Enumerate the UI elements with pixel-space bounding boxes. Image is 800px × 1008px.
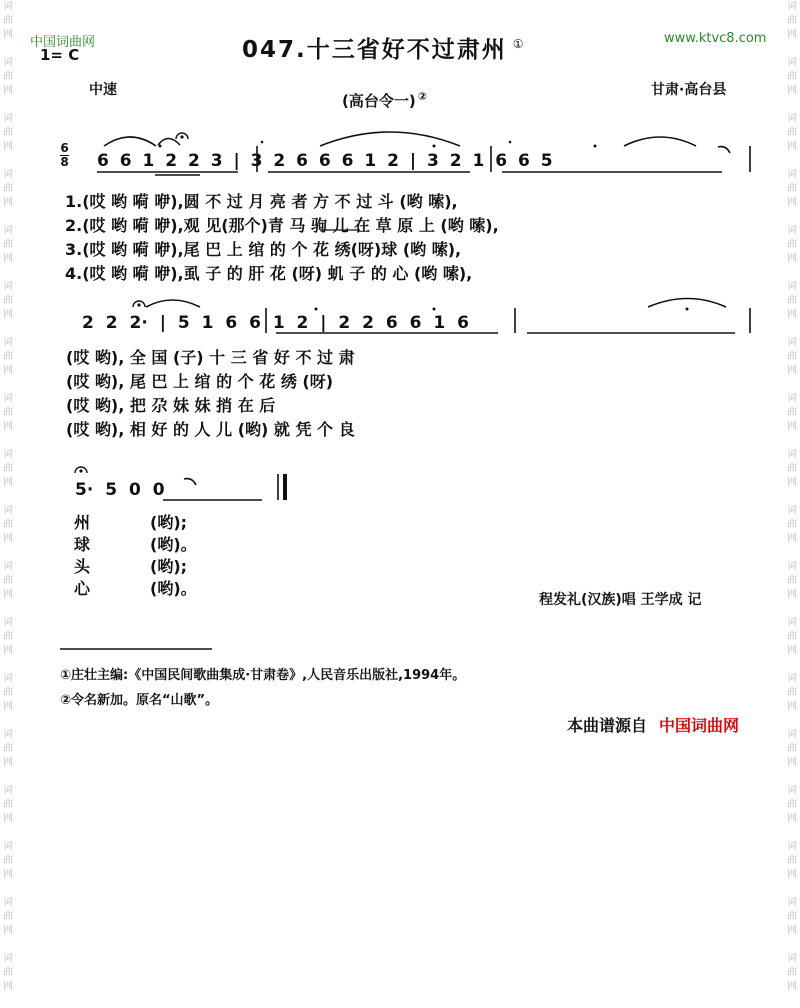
side-watermark-char: 词 [787,1,797,12]
side-watermark-char: 网 [787,29,797,40]
side-watermark-char: 网 [3,197,13,208]
side-watermark-gap [785,826,799,840]
side-watermark-char: 词 [3,337,13,348]
side-watermark-char: 网 [787,365,797,376]
side-watermark-char: 词 [787,953,797,964]
side-watermark-char: 词 [3,953,13,964]
lyric-line-2-3: (哎 哟), 把 尕 妹 妹 捎 在 后 [66,396,276,415]
side-watermark-char: 词 [787,57,797,68]
side-watermark-char: 网 [787,701,797,712]
side-watermark-char: 曲 [3,71,13,82]
side-watermark-char: 网 [3,701,13,712]
side-watermark-char: 曲 [787,183,797,194]
lyric-line-1-4: 4.(哎 哟 嗬 咿),虱 子 的 肝 花 (呀) 虮 子 的 心 (哟 嗦), [65,264,473,283]
side-watermark-char: 网 [3,309,13,320]
time-signature-top: 6 [60,141,69,155]
side-watermark-char: 曲 [3,855,13,866]
side-watermark-char: 曲 [787,743,797,754]
side-watermark-char: 词 [3,729,13,740]
side-watermark-gap [1,882,15,896]
side-watermark-char: 网 [787,533,797,544]
side-watermark-char: 网 [787,477,797,488]
watermark-site-name: 中国词曲网 [30,35,96,50]
side-watermark-gap [785,938,799,952]
song-title-text: 047.十三省好不过肃州 [242,37,507,63]
side-watermark-char: 曲 [3,519,13,530]
key-signature: 1= C [40,46,80,64]
slur [104,137,156,146]
side-watermark-char: 网 [3,141,13,152]
side-watermark-char: 曲 [787,575,797,586]
lyric-line-2-1: (哎 哟), 全 国 (子) 十 三 省 好 不 过 肃 [66,348,355,367]
octave-dot [686,308,689,311]
notation-line-1: 6 6 1 2 2 3 | 3 2 6 6 6 1 2 | 3 2 1 6 6 5 [97,151,553,171]
time-signature-bottom: 8 [60,155,69,169]
side-watermark-char: 词 [787,281,797,292]
side-watermark-char: 网 [787,85,797,96]
side-watermark-char: 曲 [3,575,13,586]
fermata-dot [137,303,140,306]
side-watermark-char: 网 [3,365,13,376]
side-watermark-char: 词 [3,897,13,908]
side-watermark-char: 网 [3,421,13,432]
side-watermark-char: 曲 [3,463,13,474]
side-watermark-char: 词 [3,673,13,684]
side-watermark-char: 网 [787,589,797,600]
side-watermark-char: 网 [3,29,13,40]
side-watermark-char: 网 [787,645,797,656]
side-watermark-char: 词 [3,113,13,124]
side-watermark-char: 网 [787,869,797,880]
watermark-site-url: www.ktvc8.com [664,31,767,46]
side-watermark-char: 词 [3,617,13,628]
lyric-line-1-1: 1.(哎 哟 嗬 咿),圆 不 过 月 亮 者 方 不 过 斗 (哟 嗦), [65,192,458,211]
slur [648,299,726,308]
side-watermark-char: 网 [3,813,13,824]
side-watermark-char: 曲 [3,127,13,138]
side-watermark-char: 曲 [787,351,797,362]
octave-dot [159,145,162,148]
side-watermark-char: 词 [787,449,797,460]
tempo-marking: 中速 [89,82,117,98]
side-watermark-char: 词 [787,113,797,124]
side-watermark-char: 曲 [3,743,13,754]
slide-mark [718,147,730,153]
side-watermark-char: 词 [3,505,13,516]
side-watermark-char: 曲 [3,911,13,922]
side-watermark-char: 词 [3,225,13,236]
fermata-dot [79,469,82,472]
side-watermark-char: 曲 [787,519,797,530]
side-watermark-char: 网 [3,477,13,488]
side-watermark-char: 曲 [787,911,797,922]
side-watermark-char: 词 [787,785,797,796]
slur [624,137,696,146]
grace-dot [509,141,512,144]
side-watermark-char: 曲 [3,407,13,418]
side-watermark-char: 曲 [3,351,13,362]
side-watermark-char: 词 [3,785,13,796]
side-watermark-char: 曲 [787,687,797,698]
side-watermark-char: 曲 [787,71,797,82]
footnote-2: ②令名新加。原名“山歌”。 [60,693,219,708]
source-site-name: 中国词曲网 [659,716,740,735]
side-watermark-char: 曲 [3,183,13,194]
source-label: 本曲谱源自 [567,716,648,735]
slur [320,132,460,146]
side-watermark-char: 网 [787,757,797,768]
side-watermark-char: 词 [3,1,13,12]
side-watermark-char: 曲 [787,407,797,418]
notation-line-2: 2 2 2· | 5 1 6 6 1 2 | 2 2 6 6 1 6 [82,313,470,333]
side-watermark-char: 网 [787,981,797,992]
slur [158,139,180,146]
side-watermark-char: 网 [3,85,13,96]
side-watermark-char: 词 [3,57,13,68]
side-watermark-char: 曲 [3,15,13,26]
lyric-line-3-1-word: 州 [74,513,91,532]
lyric-line-3-2-word: 球 [74,535,91,554]
side-watermark-char: 曲 [3,295,13,306]
side-watermark-char: 曲 [3,687,13,698]
side-watermark-char: 网 [787,197,797,208]
side-watermark-char: 网 [3,645,13,656]
side-watermark-char: 曲 [3,799,13,810]
side-watermark-char: 网 [3,869,13,880]
side-watermark-char: 词 [787,841,797,852]
side-watermark-gap [785,882,799,896]
side-watermark-char: 曲 [787,967,797,978]
side-watermark-gap [1,826,15,840]
octave-dot [433,308,436,311]
side-watermark-char: 网 [3,757,13,768]
side-watermark-char: 网 [787,925,797,936]
side-watermark-char: 词 [3,281,13,292]
side-watermark-char: 词 [787,505,797,516]
notation-line-3: 5· 5 0 0 [75,480,165,500]
song-origin: 甘肃·高台县 [651,82,727,98]
side-watermark-char: 曲 [787,127,797,138]
side-watermark-char: 网 [787,141,797,152]
side-watermark-char: 词 [3,841,13,852]
side-watermark-char: 词 [787,897,797,908]
lyric-line-3-3-word: 头 [74,557,91,576]
side-watermark-char: 词 [787,617,797,628]
side-watermark-gap [785,770,799,784]
side-watermark-char: 词 [3,561,13,572]
side-watermark-char: 词 [787,729,797,740]
side-watermark-char: 词 [3,393,13,404]
side-watermark-char: 曲 [787,631,797,642]
slide-mark [184,479,196,485]
side-watermark-char: 曲 [787,463,797,474]
title-footnote-mark: ① [512,37,526,52]
subtitle-footnote-mark: ② [417,90,428,103]
lyric-line-3-4-tail: (哟)。 [150,579,197,598]
lyric-line-2-4: (哎 哟), 相 好 的 人 儿 (哟) 就 凭 个 良 [66,420,355,439]
side-watermark-char: 曲 [787,799,797,810]
lyric-line-1-2: 2.(哎 哟 嗬 咿),观 见(那个)青 马 驹 儿 在 草 原 上 (哟 嗦), [65,216,499,235]
lyric-line-3-1-tail: (哟); [150,513,188,532]
side-watermark-gap [1,938,15,952]
octave-dot [594,145,597,148]
side-watermark-char: 曲 [3,967,13,978]
side-watermark-char: 网 [3,981,13,992]
grace-dot [261,141,264,144]
octave-dot [433,145,436,148]
side-watermark-char: 网 [787,253,797,264]
performer-credit: 程发礼(汉族)唱 王学成 记 [539,592,702,608]
side-watermark-char: 网 [787,309,797,320]
side-watermark-char: 网 [3,589,13,600]
lyric-line-3-2-tail: (哟)。 [150,535,197,554]
lyric-line-3-4-word: 心 [74,579,91,598]
fermata-dot [180,135,183,138]
side-watermark-char: 词 [787,561,797,572]
song-subtitle-text: (高台令一) [342,92,416,110]
side-watermark-char: 词 [787,393,797,404]
side-watermark-char: 曲 [787,239,797,250]
octave-dot [315,308,318,311]
side-watermark-char: 曲 [787,295,797,306]
side-watermark-char: 网 [787,813,797,824]
side-watermark-char: 网 [787,421,797,432]
side-watermark-char: 词 [3,169,13,180]
side-watermark-char: 词 [787,169,797,180]
side-watermark-char: 网 [3,925,13,936]
side-watermark-gap [1,770,15,784]
side-watermark-char: 词 [787,225,797,236]
side-watermark-char: 曲 [787,15,797,26]
lyric-line-2-2: (哎 哟), 尾 巴 上 绾 的 个 花 绣 (呀) [66,372,334,391]
side-watermark-gap [1,994,15,1008]
side-watermark-char: 曲 [787,855,797,866]
slur [146,300,200,307]
footnote-1: ①庄壮主编:《中国民间歌曲集成·甘肃卷》,人民音乐出版社,1994年。 [60,668,466,683]
side-watermark-char: 网 [3,253,13,264]
side-watermark-gap [785,994,799,1008]
lyric-line-1-3: 3.(哎 哟 嗬 咿),尾 巴 上 绾 的 个 花 绣(呀)球 (哟 嗦), [65,240,462,259]
side-watermark-char: 词 [787,673,797,684]
side-watermark-char: 曲 [3,239,13,250]
side-watermark-char: 曲 [3,631,13,642]
side-watermark-char: 词 [3,449,13,460]
lyric-line-3-3-tail: (哟); [150,557,188,576]
side-watermark-char: 词 [787,337,797,348]
side-watermark-char: 网 [3,533,13,544]
